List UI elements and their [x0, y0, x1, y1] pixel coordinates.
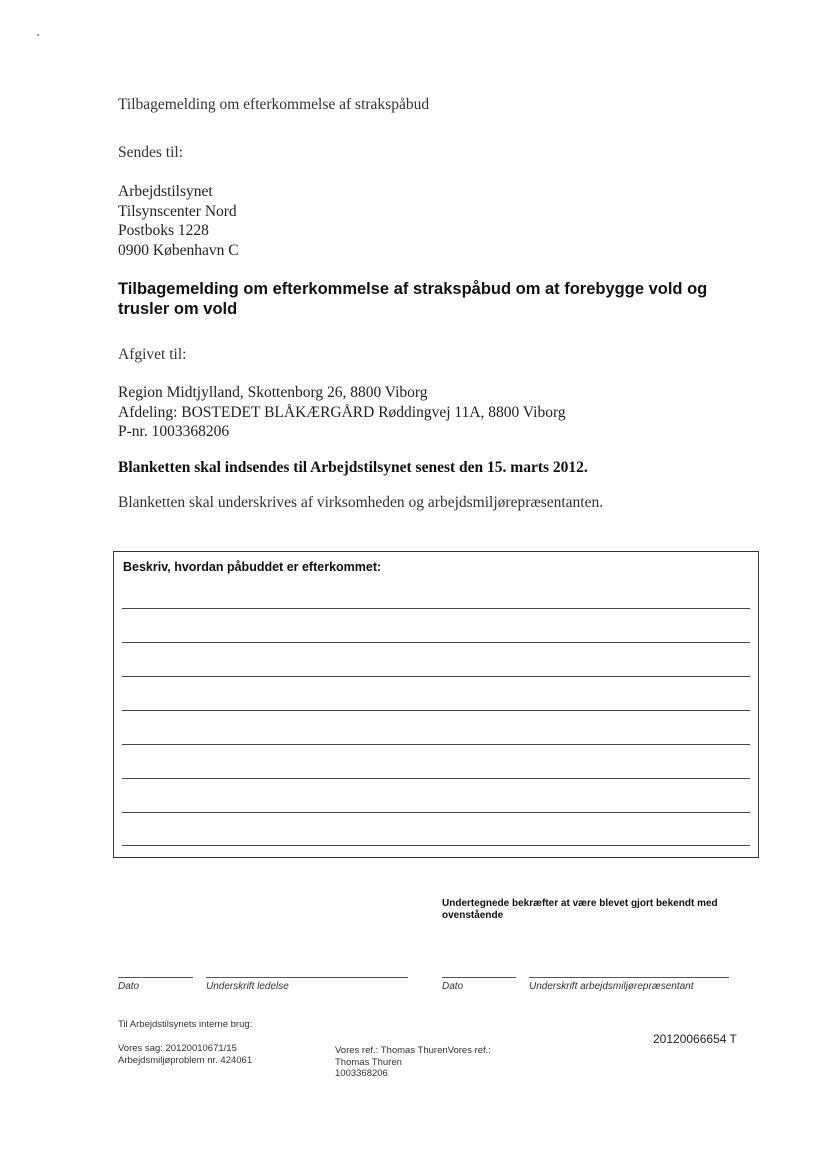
address-line: Tilsynscenter Nord — [118, 202, 237, 220]
issued-to-label: Afgivet til: — [118, 346, 187, 363]
scan-speck — [37, 34, 39, 36]
date-label: Dato — [118, 981, 140, 992]
date-signature-line[interactable] — [118, 977, 193, 978]
reference-line: 1003368206 — [335, 1068, 388, 1079]
problem-number: Arbejdsmiljøproblem nr. 424061 — [118, 1054, 253, 1066]
compliance-box-label: Beskriv, hvordan påbuddet er efterkommet: — [123, 560, 382, 574]
management-signature-line[interactable] — [206, 977, 408, 978]
writing-line[interactable] — [122, 642, 750, 643]
reference-line: Vores ref.: Thomas ThurenVores ref.: — [335, 1045, 491, 1056]
writing-line[interactable] — [122, 812, 750, 813]
address-line: Postboks 1228 — [118, 222, 209, 239]
case-details — [118, 1043, 252, 1066]
send-to-label: Sendes til: — [118, 144, 184, 161]
reference-details — [335, 1045, 491, 1080]
compliance-description-box[interactable] — [113, 551, 759, 858]
address-line: Arbejdstilsynet — [118, 183, 213, 200]
recipient-line: P-nr. 1003368206 — [118, 423, 230, 440]
writing-line[interactable] — [122, 845, 750, 846]
confirmation-statement: Undertegnede bekræfter at være blevet gjort bekendt med ovenstående — [442, 898, 718, 921]
management-signature-label: Underskrift ledelse — [206, 981, 289, 992]
writing-line[interactable] — [122, 608, 750, 609]
recipient-line: Region Midtjylland, Skottenborg 26, 8800 Viborg — [118, 384, 428, 401]
date-signature-line[interactable] — [442, 977, 516, 978]
recipient-line: Afdeling: BOSTEDET BLÅKÆRGÅRD Røddingvej 11A, 8800 Viborg — [118, 403, 566, 421]
writing-line[interactable] — [122, 778, 750, 779]
writing-line[interactable] — [122, 744, 750, 745]
address-line: 0900 København C — [118, 241, 239, 259]
main-heading: Tilbagemelding om efterkommelse af strakspåbud om at forebygge vold og trusler om vold — [118, 280, 708, 318]
writing-line[interactable] — [122, 676, 750, 677]
deadline-notice: Blanketten skal indsendes til Arbejdstilsynet senest den 15. marts 2012. — [118, 459, 588, 476]
reference-line: Thomas Thuren — [335, 1056, 402, 1068]
mailing-address — [118, 182, 239, 260]
representative-signature-line[interactable] — [529, 977, 729, 978]
date-label: Dato — [442, 981, 464, 992]
document-number: 20120066654 T — [653, 1032, 737, 1046]
representative-signature-label: Underskrift arbejdsmiljørepræsentant — [529, 981, 694, 992]
writing-line[interactable] — [122, 710, 750, 711]
document-title: Tilbagemelding om efterkommelse af strakspåbud — [118, 96, 430, 113]
case-number: Vores sag: 20120010671/15 — [118, 1043, 237, 1054]
signature-requirement: Blanketten skal underskrives af virksomheden og arbejdsmiljørepræsentanten. — [118, 494, 604, 511]
recipient-details — [118, 383, 566, 442]
internal-use-label: Til Arbejdstilsynets interne brug: — [118, 1019, 253, 1030]
